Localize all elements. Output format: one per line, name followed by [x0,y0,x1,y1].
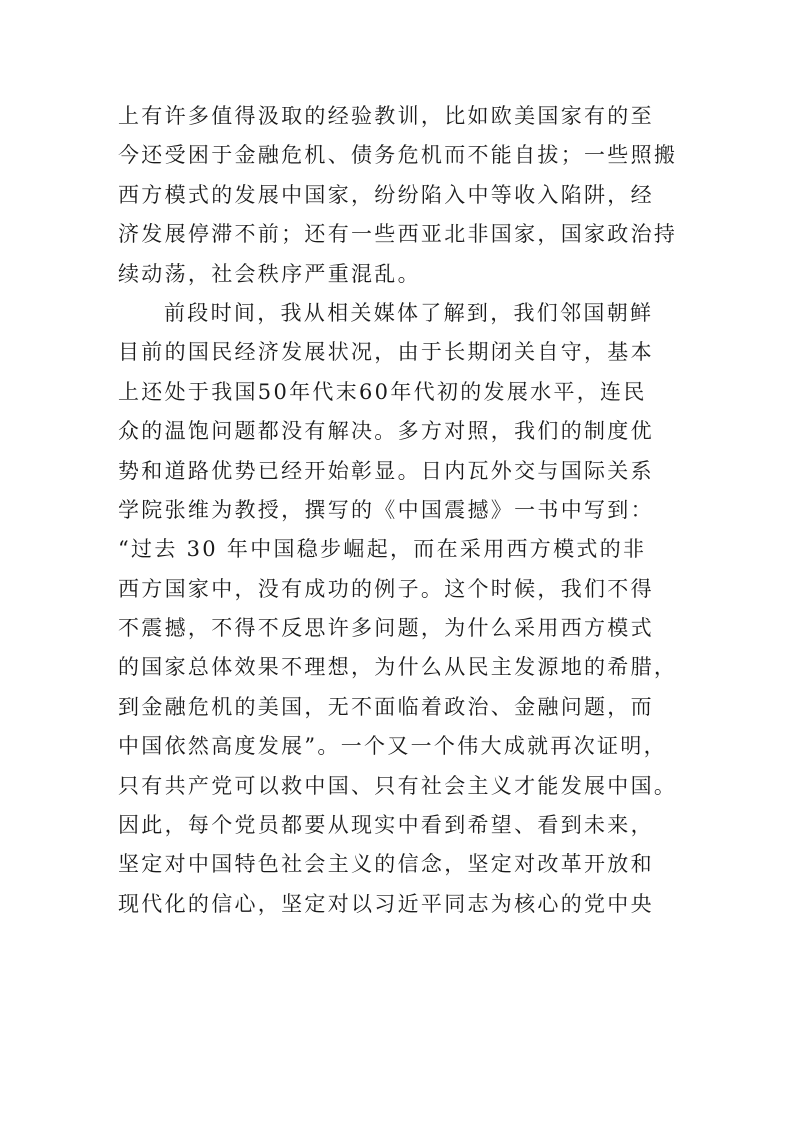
text-line: 上还处于我国50年代末60年代初的发展水平，连民 [118,379,647,404]
text-line: “过去 30 年中国稳步崛起，而在采用西方模式的非 [118,537,647,562]
text-line: 现代化的信心，坚定对以习近平同志为核心的党中央 [118,891,654,916]
text-line: 今还受困于金融危机、债务危机而不能自拔；一些照搬 [118,143,678,168]
text-line: 中国依然高度发展”。一个又一个伟大成就再次证明， [118,734,667,759]
text-line: 众的温饱问题都没有解决。多方对照，我们的制度优 [118,419,654,444]
text-line: 因此，每个党员都要从现实中看到希望、看到未来， [118,813,654,838]
text-line: 济发展停滞不前；还有一些西亚北非国家，国家政治持 [118,222,678,247]
text-line: 上有许多值得汲取的经验教训，比如欧美国家有的至 [118,104,654,128]
text-line: 只有共产党可以救中国、只有社会主义才能发展中国。 [118,773,678,798]
text-line: 势和道路优势已经开始彰显。日内瓦外交与国际关系 [118,458,654,483]
text-line: 续动荡，社会秩序严重混乱。 [118,261,421,286]
text-line: 的国家总体效果不理想，为什么从民主发源地的希腊， [118,655,678,680]
paragraph-first-line: 前段时间，我从相关媒体了解到，我们邻国朝鲜 [164,300,654,325]
text-line: 到金融危机的美国，无不面临着政治、金融问题，而 [118,694,654,719]
body-text [118,97,678,924]
text-line: 目前的国民经济发展状况，由于长期闭关自守，基本 [118,340,654,365]
text-line: 西方国家中，没有成功的例子。这个时候，我们不得 [118,576,654,601]
text-line: 不震撼，不得不反思许多问题，为什么采用西方模式 [118,616,654,641]
text-line: 学院张维为教授，撰写的《中国震撼》一书中写到： [118,497,654,522]
text-line: 西方模式的发展中国家，纷纷陷入中等收入陷阱，经 [118,182,654,207]
text-line: 坚定对中国特色社会主义的信念，坚定对改革开放和 [118,852,654,877]
